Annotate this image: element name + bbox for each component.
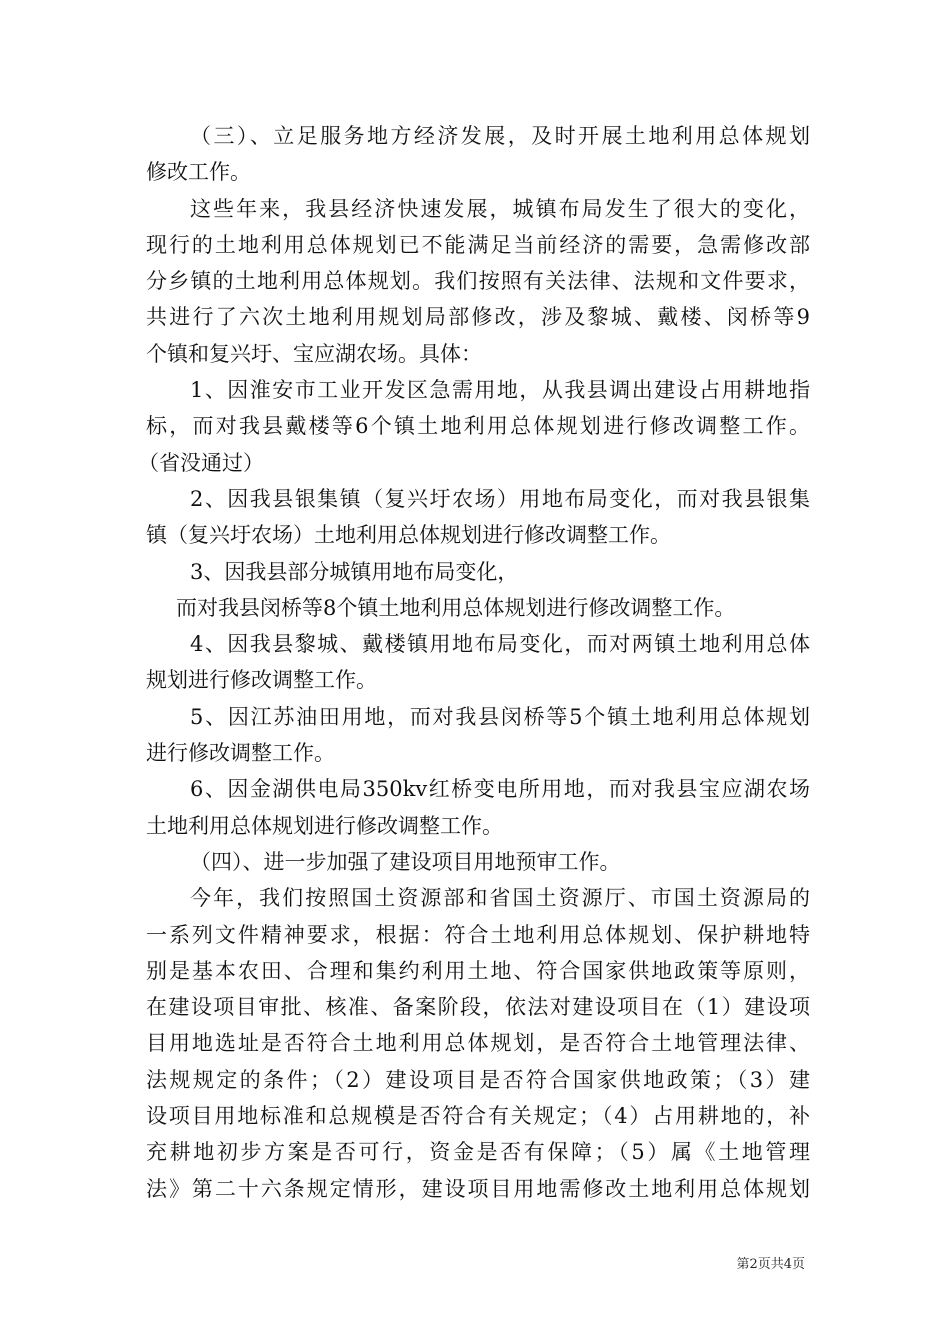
document-body: [138, 118, 810, 1207]
text-line: 分乡镇的土地利用总体规划。我们按照有关法律、法规和文件要求，: [146, 269, 810, 294]
text-line: 在建设项目审批、核准、备案阶段，依法对建设项目在（1）建设项: [146, 995, 810, 1020]
text-line: 今年，我们按照国土资源部和省国土资源厅、市国土资源局的: [190, 886, 810, 911]
text-line: 3、因我县部分城镇用地布局变化，: [190, 559, 519, 584]
text-line: 目用地选址是否符合土地利用总体规划，是否符合土地管理法律、: [146, 1031, 810, 1056]
text-line: 设项目用地标准和总规模是否符合有关规定；（4）占用耕地的，补: [146, 1104, 810, 1129]
text-line: 1、因淮安市工业开发区急需用地，从我县调出建设占用耕地指: [190, 378, 810, 403]
page-number: 第2页共4页: [736, 1257, 805, 1272]
text-line: 标，而对我县戴楼等6个镇土地利用总体规划进行修改调整工作。: [146, 414, 810, 439]
text-line: 6、因金湖供电局350kv红桥变电所用地，而对我县宝应湖农场: [190, 777, 810, 802]
text-line: 一系列文件精神要求，根据：符合土地利用总体规划、保护耕地特: [146, 922, 810, 947]
text-line: 个镇和复兴圩、宝应湖农场。具体：: [146, 341, 482, 366]
text-line: 5、因江苏油田用地，而对我县闵桥等5个镇土地利用总体规划: [190, 704, 810, 729]
text-line: 充耕地初步方案是否可行，资金是否有保障；（5）属《土地管理: [146, 1140, 810, 1165]
text-line: （省没通过）: [138, 450, 264, 475]
text-line: 现行的土地利用总体规划已不能满足当前经济的需要，急需修改部: [146, 232, 810, 257]
text-line: 共进行了六次土地利用规划局部修改，涉及黎城、戴楼、闵桥等9: [146, 305, 810, 330]
text-line: （四）、进一步加强了建设项目用地预审工作。: [190, 849, 621, 874]
text-line: 这些年来，我县经济快速发展，城镇布局发生了很大的变化，: [190, 196, 810, 221]
text-line: 别是基本农田、合理和集约利用土地、符合国家供地政策等原则，: [146, 958, 810, 983]
text-line: 土地利用总体规划进行修改调整工作。: [146, 813, 503, 838]
text-line: 规划进行修改调整工作。: [146, 668, 377, 693]
text-line: 法》第二十六条规定情形，建设项目用地需修改土地利用总体规划: [146, 1176, 810, 1201]
text-line: （三）、立足服务地方经济发展，及时开展土地利用总体规划: [190, 124, 810, 148]
text-line: 镇（复兴圩农场）土地利用总体规划进行修改调整工作。: [146, 523, 671, 548]
text-line: 修改工作。: [146, 160, 251, 185]
text-line: 法规规定的条件；（2）建设项目是否符合国家供地政策；（3）建: [146, 1067, 810, 1092]
text-line: 进行修改调整工作。: [146, 741, 335, 766]
text-line: 而对我县闵桥等8个镇土地利用总体规划进行修改调整工作。: [176, 595, 736, 620]
text-line: 2、因我县银集镇（复兴圩农场）用地布局变化，而对我县银集: [190, 486, 810, 511]
text-line: 4、因我县黎城、戴楼镇用地布局变化，而对两镇土地利用总体: [190, 632, 810, 657]
